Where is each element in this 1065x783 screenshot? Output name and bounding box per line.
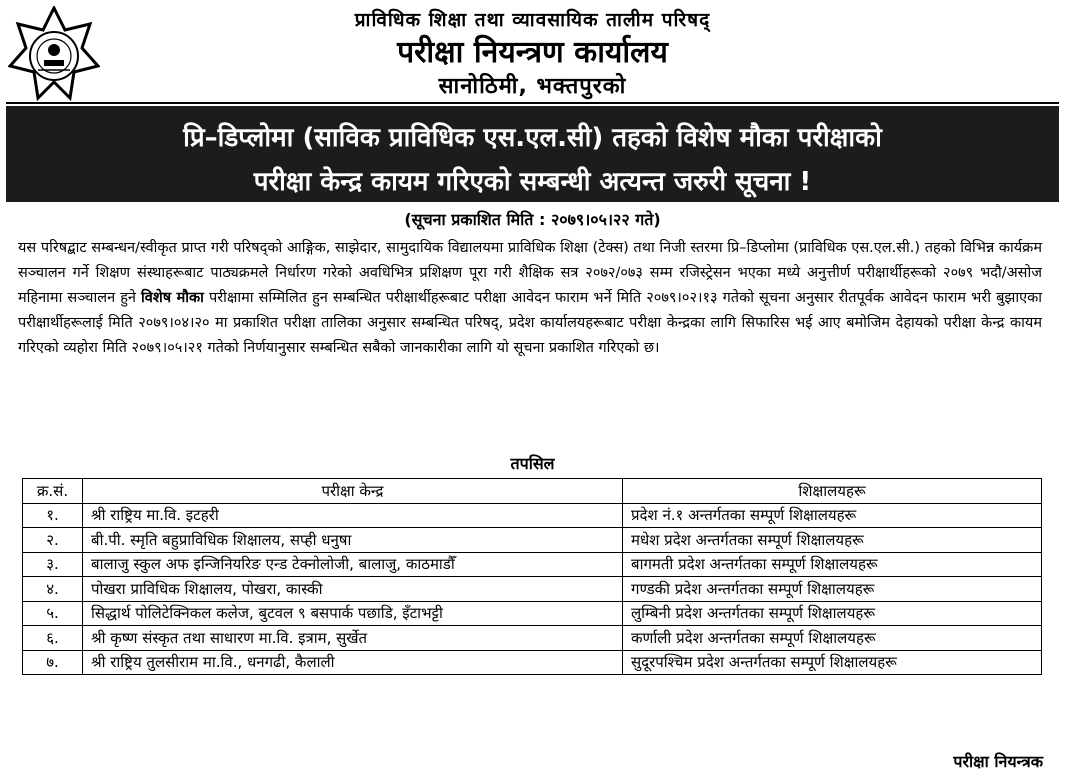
notice-body (18, 236, 1042, 361)
serial-cell: ३. (23, 552, 83, 577)
table-row (23, 626, 1042, 651)
exam-center-cell: श्री राष्ट्रिय मा.वि. इटहरी (83, 503, 623, 528)
schools-cell: सुदूरपश्चिम प्रदेश अन्तर्गतका सम्पूर्ण शिक्षालयहरू (623, 650, 1042, 675)
notice-title-line-2: परीक्षा केन्द्र कायम गरिएको सम्बन्धी अत्यन्त जरुरी सूचना ! (253, 167, 812, 197)
notice-title-line-1: प्रि–डिप्लोमा (साविक प्राविधिक एस.एल.सी) तहको विशेष मौका परीक्षाको (183, 123, 882, 153)
table-row (23, 577, 1042, 602)
table-header-row (23, 479, 1042, 504)
exam-center-cell: बी.पी. स्मृति बहुप्राविधिक शिक्षालय, सप्ही धनुषा (83, 528, 623, 553)
schools-cell: कर्णाली प्रदेश अन्तर्गतका सम्पूर्ण शिक्षालयहरू (623, 626, 1042, 651)
exam-center-cell: पोखरा प्राविधिक शिक्षालय, पोखरा, कास्की (83, 577, 623, 602)
header-divider (6, 102, 1059, 104)
exam-center-cell: श्री राष्ट्रिय तुलसीराम मा.वि., धनगढी, कैलाली (83, 650, 623, 675)
serial-cell: १. (23, 503, 83, 528)
serial-cell: ६. (23, 626, 83, 651)
exam-centers-table (22, 478, 1042, 675)
schools-cell: मधेश प्रदेश अन्तर्गतका सम्पूर्ण शिक्षालयहरू (623, 528, 1042, 553)
office-location: सानोठिमी, भक्तपुरको (438, 74, 627, 99)
table-title: तपसिल (510, 454, 555, 473)
signature-title: परीक्षा नियन्त्रक (953, 752, 1043, 771)
serial-cell: ७. (23, 650, 83, 675)
serial-cell: ४. (23, 577, 83, 602)
schools-cell: लुम्बिनी प्रदेश अन्तर्गतका सम्पूर्ण शिक्षालयहरू (623, 601, 1042, 626)
header-schools: शिक्षालयहरू (623, 479, 1042, 504)
exam-center-cell: श्री कृष्ण संस्कृत तथा साधारण मा.वि. इत्राम, सुर्खेत (83, 626, 623, 651)
table-row (23, 552, 1042, 577)
serial-cell: २. (23, 528, 83, 553)
header-serial: क्र.सं. (23, 479, 83, 504)
notice-body-part-1: यस परिषद्बाट सम्बन्धन/स्वीकृत प्राप्त गरी परिषद्को आङ्गिक, साझेदार, सामुदायिक विद्यालयमा प्राविधिक शिक्षा (टेक्स) तथा निजी स्तरमा प्रि–डिप्लोमा (प्राविधिक एस.एल.सी.) तहको विभिन्न कार्यक्रम सञ्चालन गर्ने शिक्षण संस्थाहरूबाट पाठ्यक्रमले निर्धारण गरेको अवधिभित्र प्रशिक्षण पूरा गरी शैक्षिक सत्र २०७२/०७३ सम्म रजिस्ट्रेसन भएका मध्ये अनुत्तीर्ण परीक्षार्थीहरूको २०७९ भदौ/असोज महिनामा सञ्चालन हुने (18, 240, 1042, 306)
office-name: परीक्षा नियन्त्रण कार्यालय (397, 35, 668, 70)
schools-cell: प्रदेश नं.१ अन्तर्गतका सम्पूर्ण शिक्षालयहरू (623, 503, 1042, 528)
publication-date: (सूचना प्रकाशित मिति : २०७९।०५।२२ गते) (404, 210, 661, 229)
table-row (23, 601, 1042, 626)
schools-cell: गण्डकी प्रदेश अन्तर्गतका सम्पूर्ण शिक्षालयहरू (623, 577, 1042, 602)
exam-center-cell: बालाजु स्कुल अफ इन्जिनियरिङ एन्ड टेक्नोलोजी, बालाजु, काठमाडौँ (83, 552, 623, 577)
notice-title-banner (6, 106, 1059, 202)
table-row (23, 503, 1042, 528)
council-name: प्राविधिक शिक्षा तथा व्यावसायिक तालीम परिषद् (354, 9, 711, 31)
table-row (23, 650, 1042, 675)
notice-body-bold: विशेष मौका (141, 290, 204, 306)
table-row (23, 528, 1042, 553)
exam-center-cell: सिद्धार्थ पोलिटेक्निकल कलेज, बुटवल ९ बसपार्क पछाडि, इँटाभट्टी (83, 601, 623, 626)
notice-body-part-2: परीक्षामा सम्मिलित हुन सम्बन्धित परीक्षार्थीहरूबाट परीक्षा आवेदन फाराम भर्ने मिति २०७९।०२।१३ गतेको सूचना अनुसार रीतपूर्वक आवेदन फाराम भरी बुझाएका परीक्षार्थीहरूलाई मिति २०७९।०४।२० मा प्रकाशित परीक्षा तालिका अनुसार सम्बन्धित परिषद्, प्रदेश कार्यालयहरूबाट परीक्षा केन्द्रका लागि सिफारिस भई आए बमोजिम देहायको परीक्षा केन्द्र कायम गरिएको व्यहोरा मिति २०७९।०५।२१ गतेको निर्णयानुसार सम्बन्धित सबैको जानकारीका लागि यो सूचना प्रकाशित गरिएको छ। (18, 290, 1042, 356)
header-exam-center: परीक्षा केन्द्र (83, 479, 623, 504)
schools-cell: बागमती प्रदेश अन्तर्गतका सम्पूर्ण शिक्षालयहरू (623, 552, 1042, 577)
serial-cell: ५. (23, 601, 83, 626)
